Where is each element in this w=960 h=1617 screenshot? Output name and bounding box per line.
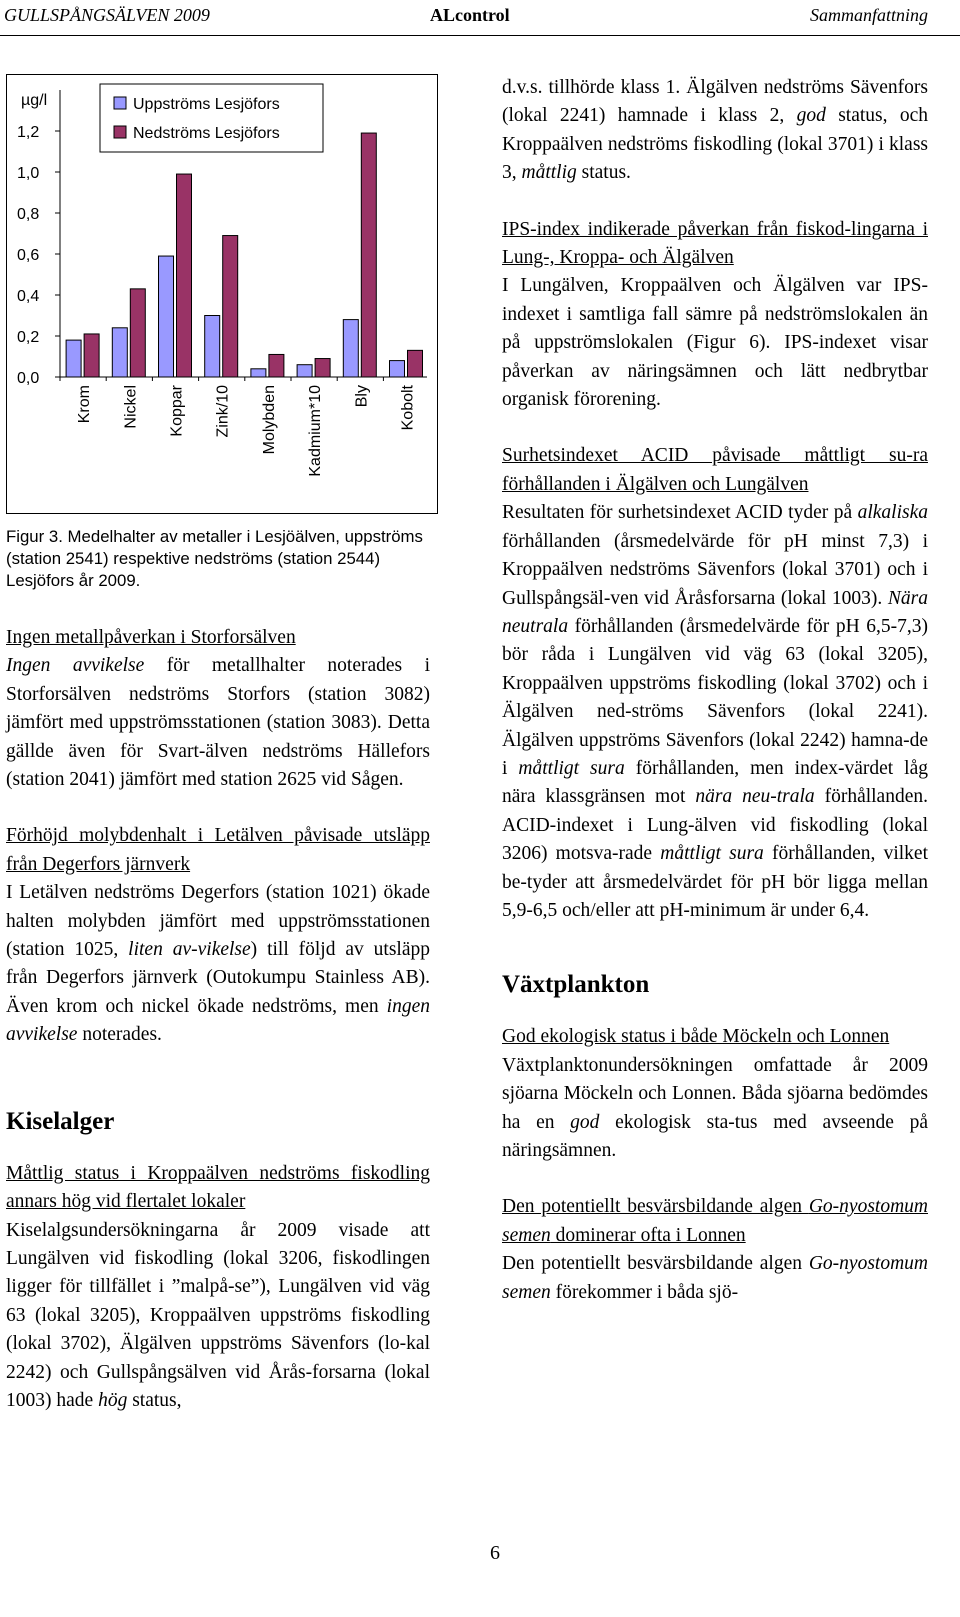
bar-upstream [205,316,220,378]
x-tick-label: Nickel [122,385,140,429]
metal-chart-frame [6,74,438,514]
bar-downstream [130,289,145,377]
bar-upstream [251,369,266,377]
paragraph: d.v.s. tillhörde klass 1. Älgälven nedströms Sävenfors (lokal 2241) hamnade i klass 2, god status, och Kroppaälven nedströms fiskodling (lokal 3701) i klass 3, måttlig status. [502,77,928,184]
bar-upstream [297,365,312,377]
header-center: ALcontrol [430,5,510,25]
y-tick-label: 0,2 [17,329,40,346]
section-heading: Den potentiellt besvärsbildande algen Go-nyostomum semen dominerar ofta i Lonnen [502,1196,928,1246]
legend-label: Uppströms Lesjöfors [133,96,280,113]
header-right: Sammanfattning [809,5,928,25]
legend-label: Nedströms Lesjöfors [133,125,280,142]
paragraph: I Letälven nedströms Degerfors (station 1021) ökade halten molybden jämfört med uppströmsstationen (station 1025, liten av-vikelse) till följd av utsläpp från Degerfors järnverk (Outokumpu Stainless AB). Även krom och nickel ökade nedströms, men ingen avvikelse noterades. [6,882,430,1046]
section-heading: God ekologisk status i både Möckeln och Lonnen [502,1026,890,1048]
y-tick-label: 1,0 [17,165,40,182]
chapter-title: Växtplankton [502,971,650,999]
legend-swatch [114,126,126,138]
x-tick-label: Krom [76,385,94,424]
section-heading: IPS-index indikerade påverkan från fiskod-lingarna i Lung-, Kroppa- och Älgälven [502,218,928,269]
bar-upstream [159,256,174,377]
bar-downstream [408,350,423,377]
bar-upstream [343,320,358,377]
paragraph: Resultaten för surhetsindexet ACID tyder på alkaliska förhållanden (årsmedelvärde för pH minst 7,3) i Kroppaälven nedströms Sävenfors (lokal 3701) och i Gullspångsäl-ven vid Åråsforsarna (lokal 1003). Nära neutrala förhållanden (årsmedelvärde för pH 6,5-7,3) bör råda i Lungälven vid väg 63 (lokal 3205), Kroppaälven uppströms fiskodling (lokal 3702) och i Älgälven ned-ströms Sävenfors (lokal 2241). Älgälven uppströms Sävenfors (lokal 2242) hamna-de i måttligt sura förhållanden, men index-värdet låg nära klassgränsen mot nära neu-trala förhållanden. ACID-indexet i Lung-älven vid fiskodling (lokal 3206) motsva-rade måttligt sura förhållanden, vilket be-tyder att årsmedelvärdet för pH bör ligga mellan 5,9-6,5 och/eller att pH-minimum är under 6,4. [502,502,928,921]
x-tick-label: Bly [353,385,371,408]
bar-downstream [315,359,330,377]
page-number: 6 [490,1542,500,1564]
header-left: GULLSPÅNGSÄLVEN 2009 [4,5,210,25]
x-tick-label: Kadmium*10 [307,385,325,477]
y-tick-label: 0,0 [17,370,40,387]
paragraph: I Lungälven, Kroppaälven och Älgälven var IPS-indexet i samtliga fall sämre på nedströmslokalen än på uppströmslokalen (Figur 6). IPS-indexet visar påverkan av näringsämnen och lätt nedbrytbar organisk förorening. [502,275,928,411]
bar-upstream [112,328,127,377]
bar-upstream [390,361,405,377]
paragraph: Kiselalgsundersökningarna år 2009 visade att Lungälven vid fiskodling (lokal 3206, fiskodlingen ligger för tillfället i ”malpå-se”), Lungälven vid väg 63 (lokal 3205), Kroppaälven uppströms fiskodling (lokal 3702), Älgälven uppströms Sävenfors (lo-kal 2242) och Gullspångsälven vid Årås-forsarna (lokal 1003) hade hög status, [6,1219,430,1411]
chapter-title: Kiselalger [6,1107,115,1135]
x-tick-label: Koppar [168,385,186,437]
paragraph: Ingen avvikelse för metallhalter noterades i Storforsälven nedströms Storfors (station 3082) jämfört med uppströmsstationen (station 3083). Detta gällde även för Svart-älven nedströms Hällefors (station 2041) jämfört med station 2625 vid Sågen. [6,655,430,791]
section-heading: Surhetsindexet ACID påvisade måttligt su-ra förhållanden i Älgälven och Lungälven [502,445,928,495]
y-tick-label: 1,2 [17,124,40,141]
bar-upstream [66,340,81,377]
right-column [502,74,928,1307]
y-tick-label: 0,4 [17,288,40,305]
paragraph: Växtplanktonundersökningen omfattade år 2009 sjöarna Möckeln och Lonnen. Båda sjöarna bedömdes ha en god ekologisk sta-tus med avseende på näringsämnen. [502,1054,928,1161]
bar-downstream [84,334,99,377]
y-tick-label: 0,8 [17,206,40,223]
figure-caption: Figur 3. Medelhalter av metaller i Lesjöälven, uppströms (station 2541) respektive nedströms (station 2544) Lesjöfors år 2009. [6,527,423,590]
y-tick-label: 0,6 [17,247,40,264]
paragraph: Den potentiellt besvärsbildande algen Go-nyostomum semen förekommer i båda sjö- [502,1253,928,1303]
bar-downstream [269,354,284,377]
bar-downstream [177,174,192,377]
bar-downstream [223,236,238,377]
legend-swatch [114,97,126,109]
x-tick-label: Zink/10 [214,385,232,438]
x-tick-label: Molybden [260,385,278,455]
bar-downstream [361,133,376,377]
left-column [6,624,430,1415]
metal-bar-chart [7,75,437,513]
section-heading: Måttlig status i Kroppaälven nedströms fiskodling annars hög vid flertalet lokaler [6,1162,430,1213]
running-header [0,3,960,33]
section-heading: Förhöjd molybdenhalt i Letälven påvisade utsläpp från Degerfors järnverk [6,825,430,875]
y-unit-label: µg/l [21,92,48,109]
x-tick-label: Kobolt [399,385,417,431]
header-rule [0,35,960,36]
section-heading: Ingen metallpåverkan i Storforsälven [6,627,296,648]
